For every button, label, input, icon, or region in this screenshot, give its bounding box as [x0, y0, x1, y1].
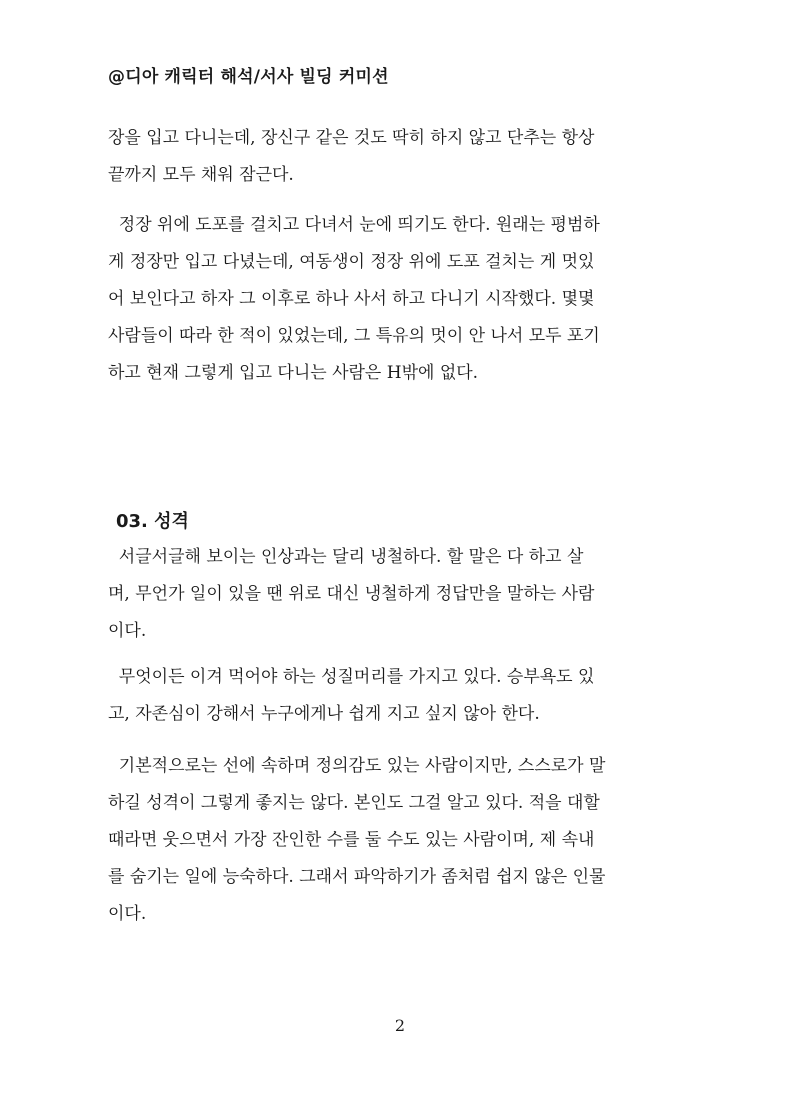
text-line: 때라면 웃으면서 가장 잔인한 수를 둘 수도 있는 사람이며, 제 속내	[108, 830, 595, 850]
document-header: @디아 캐릭터 해석/서사 빌딩 커미션	[108, 67, 389, 87]
text-line: 무엇이든 이겨 먹어야 하는 성질머리를 가지고 있다. 승부욕도 있	[108, 667, 595, 687]
text-line: 하길 성격이 그렇게 좋지는 않다. 본인도 그걸 알고 있다. 적을 대할	[108, 793, 600, 813]
text-line: 어 보인다고 하자 그 이후로 하나 사서 하고 다니기 시작했다. 몇몇	[108, 289, 595, 309]
text-line: 끝까지 모두 채워 잠근다.	[108, 165, 294, 185]
paragraph-1	[108, 120, 693, 194]
paragraph-2	[108, 207, 693, 392]
text-line: 며, 무언가 일이 있을 땐 위로 대신 냉철하게 정답만을 말하는 사람	[108, 584, 595, 604]
text-line: 기본적으로는 선에 속하며 정의감도 있는 사람이지만, 스스로가 말	[108, 756, 606, 776]
text-line: 정장 위에 도포를 걸치고 다녀서 눈에 띄기도 한다. 원래는 평범하	[108, 215, 600, 235]
text-line: 이다.	[108, 904, 147, 924]
section-paragraph-3	[108, 748, 693, 933]
text-line: 사람들이 따라 한 적이 있었는데, 그 특유의 멋이 안 나서 모두 포기	[108, 326, 600, 346]
text-line: 장을 입고 다니는데, 장신구 같은 것도 딱히 하지 않고 단추는 항상	[108, 128, 595, 148]
text-line: 게 정장만 입고 다녔는데, 여동생이 정장 위에 도포 걸치는 게 멋있	[108, 252, 595, 272]
text-line: 하고 현재 그렇게 입고 다니는 사람은 H밖에 없다.	[108, 363, 479, 383]
section-paragraph-2	[108, 659, 693, 733]
text-line: 를 숨기는 일에 능숙하다. 그래서 파악하기가 좀처럼 쉽지 않은 인물	[108, 867, 606, 887]
text-line: 고, 자존심이 강해서 누구에게나 쉽게 지고 싶지 않아 한다.	[108, 704, 540, 724]
text-line: 이다.	[108, 621, 147, 641]
page-number: 2	[394, 1016, 406, 1035]
section-title: 03. 성격	[116, 511, 189, 532]
section-paragraph-1	[108, 539, 693, 650]
text-line: 서글서글해 보이는 인상과는 달리 냉철하다. 할 말은 다 하고 살	[108, 547, 584, 567]
